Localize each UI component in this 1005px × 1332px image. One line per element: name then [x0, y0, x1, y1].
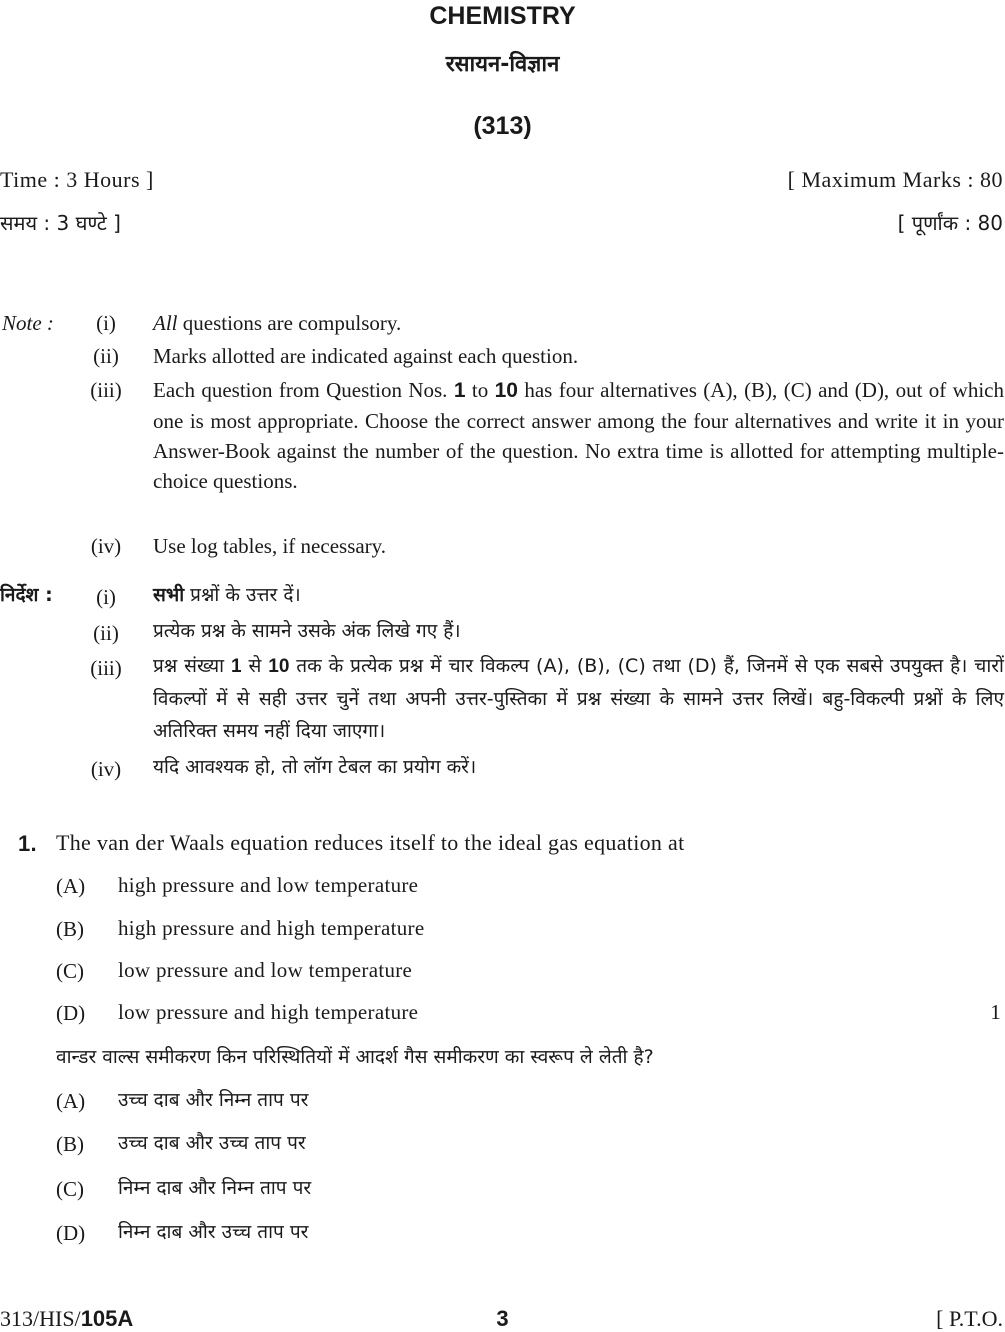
option-label: (D)	[56, 1001, 86, 1025]
note-item-num: (iv)	[90, 534, 122, 558]
nirdesh-item-2: प्रत्येक प्रश्न के सामने उसके अंक लिखे गए हैं।	[153, 620, 461, 642]
paper-code-prefix: 313/HIS/	[0, 1306, 81, 1331]
note-item-3-text-a: Each question from Question Nos.	[153, 378, 454, 402]
note-item-3-bold-1: 1	[453, 379, 466, 402]
option-b-text: high pressure and high temperature	[118, 916, 425, 940]
question-text-hindi: वान्डर वाल्स समीकरण किन परिस्थितियों में आदर्श गैस समीकरण का स्वरूप ले लेती है?	[56, 1046, 654, 1068]
nirdesh-item-4: यदि आवश्यक हो, तो लॉग टेबल का प्रयोग करें।	[153, 756, 477, 778]
option-label: (C)	[56, 959, 84, 983]
nirdesh-item-num: (iv)	[90, 757, 122, 781]
nirdesh-item-3	[153, 650, 1004, 747]
question-text: The van der Waals equation reduces itself to the ideal gas equation at	[56, 830, 685, 855]
nirdesh-item-3-text-c: तक के प्रत्येक प्रश्न में चार विकल्प (A), (B), (C) तथा (D) हैं, जिनमें से एक सबसे उपयुक्त है। चारों विकल्पों में से सही उत्तर चुनें तथा अपनी उत्तर-पुस्तिका में प्रश्न संख्या के सामने उत्तर लिखें। बहु-विकल्पी प्रश्नों के लिए अतिरिक्त समय नहीं दिया जाएगा।	[153, 655, 1004, 742]
question-number: 1.	[18, 831, 37, 856]
note-label: Note :	[2, 311, 54, 335]
nirdesh-item-1	[153, 579, 1004, 611]
nirdesh-item-3-text-b: से	[241, 655, 269, 677]
nirdesh-item-1-lead: सभी	[153, 584, 185, 606]
option-d-text-hindi: निम्न दाब और उच्च ताप पर	[118, 1221, 309, 1243]
nirdesh-item-3-text-a: प्रश्न संख्या	[153, 655, 231, 677]
note-item-3-text-c: has four alternatives (A), (B), (C) and (D), out of which one is most appropriate. Choose the correct answer among the four alternatives and write it in your Answer-Book against the number of the question. No extra time is allotted for attempting multiple-choice questions.	[153, 378, 1004, 493]
option-label: (A)	[56, 1089, 86, 1113]
option-label: (C)	[56, 1177, 84, 1201]
nirdesh-item-num: (i)	[96, 585, 116, 609]
note-item-num: (ii)	[93, 344, 119, 368]
page-number: 3	[496, 1306, 509, 1331]
note-item-3-text-b: to	[465, 378, 495, 402]
note-item-1-lead: All	[153, 311, 178, 335]
note-item-1	[153, 308, 1004, 338]
option-c-text-hindi: निम्न दाब और निम्न ताप पर	[118, 1177, 312, 1199]
subject-title: CHEMISTRY	[429, 2, 576, 30]
question-marks: 1	[990, 1000, 1001, 1024]
pto-label: [ P.T.O.	[936, 1306, 1003, 1331]
paper-code-suffix: 105A	[80, 1306, 134, 1331]
option-c-text: low pressure and low temperature	[118, 958, 413, 982]
option-a-text-hindi: उच्च दाब और निम्न ताप पर	[118, 1089, 309, 1111]
time-label-hindi: समय : 3 घण्टे ]	[0, 211, 121, 235]
max-marks-label: [ Maximum Marks : 80	[787, 167, 1003, 192]
note-item-3	[153, 375, 1004, 496]
option-d-text: low pressure and high temperature	[118, 1000, 419, 1024]
note-item-4: Use log tables, if necessary.	[153, 534, 387, 558]
note-item-num: (iii)	[90, 378, 122, 402]
nirdesh-item-3-bold-1: 1	[230, 656, 242, 677]
nirdesh-label: निर्देश :	[0, 584, 53, 606]
option-a-text: high pressure and low temperature	[118, 873, 419, 897]
max-marks-label-hindi: [ पूर्णांक : 80	[897, 211, 1003, 235]
option-label: (B)	[56, 1132, 84, 1156]
note-item-2: Marks allotted are indicated against each question.	[153, 344, 579, 368]
subject-title-hindi: रसायन-विज्ञान	[445, 52, 560, 77]
nirdesh-item-1-text: प्रश्नों के उत्तर दें।	[184, 584, 301, 606]
subject-code: (313)	[473, 112, 532, 140]
option-label: (A)	[56, 874, 86, 898]
nirdesh-item-num: (iii)	[90, 656, 122, 680]
option-label: (D)	[56, 1221, 86, 1245]
nirdesh-item-num: (ii)	[93, 621, 119, 645]
option-b-text-hindi: उच्च दाब और उच्च ताप पर	[118, 1132, 306, 1154]
note-item-num: (i)	[96, 311, 116, 335]
time-label: Time : 3 Hours ]	[0, 167, 154, 192]
note-item-3-bold-2: 10	[494, 379, 518, 402]
option-label: (B)	[56, 917, 84, 941]
nirdesh-item-3-bold-2: 10	[268, 656, 290, 677]
note-item-1-text: questions are compulsory.	[177, 311, 402, 335]
